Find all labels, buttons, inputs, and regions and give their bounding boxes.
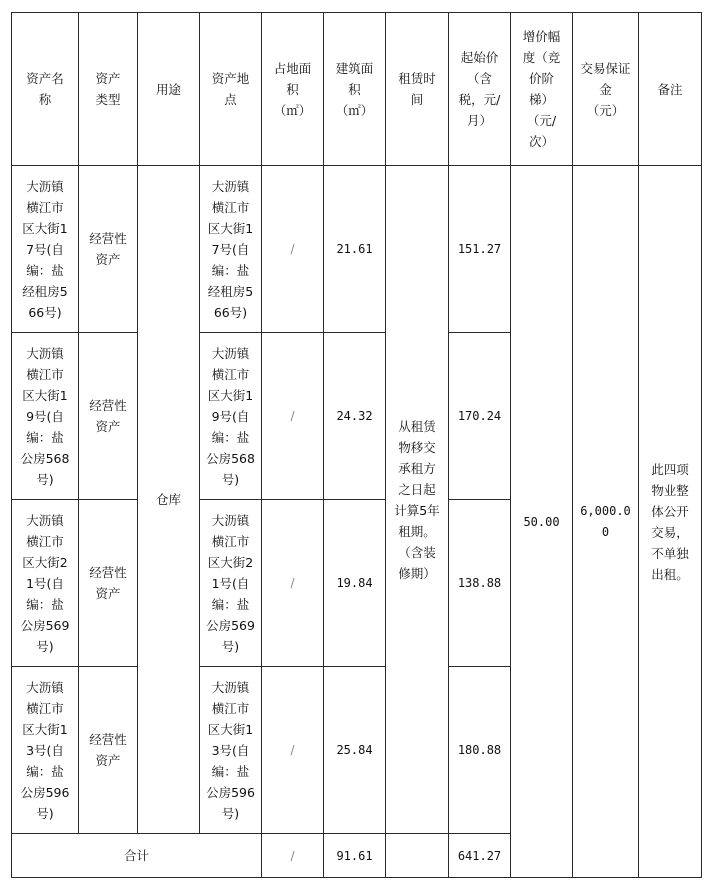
header-lease-term: 租赁时 间 bbox=[386, 13, 449, 166]
start-price-cell: 180.88 bbox=[449, 667, 511, 834]
header-row bbox=[12, 13, 702, 166]
total-building-area: 91.61 bbox=[324, 834, 386, 878]
header-location: 资产地 点 bbox=[200, 13, 262, 166]
land-area-cell: / bbox=[262, 166, 324, 333]
start-price-cell: 138.88 bbox=[449, 500, 511, 667]
header-remarks: 备注 bbox=[639, 13, 702, 166]
land-area-cell: / bbox=[262, 500, 324, 667]
remarks-cell: 此四项 物业整 体公开 交易， 不单独 出租。 bbox=[639, 166, 702, 878]
header-asset-name: 资产名 称 bbox=[12, 13, 79, 166]
start-price-cell: 151.27 bbox=[449, 166, 511, 333]
asset-type-cell: 经营性 资产 bbox=[79, 667, 138, 834]
location-cell: 大沥镇 横江市 区大街1 7号(自 编：盐 经租房5 66号) bbox=[200, 166, 262, 333]
building-area-cell: 19.84 bbox=[324, 500, 386, 667]
asset-type-cell: 经营性 资产 bbox=[79, 333, 138, 500]
header-increment: 增价幅 度（竞 价阶 梯） （元/ 次） bbox=[511, 13, 573, 166]
deposit-cell: 6,000.0 0 bbox=[573, 166, 639, 878]
building-area-cell: 21.61 bbox=[324, 166, 386, 333]
asset-name-cell: 大沥镇 横江市 区大街1 7号(自 编：盐 经租房5 66号) bbox=[12, 166, 79, 333]
location-cell: 大沥镇 横江市 区大街1 9号(自 编：盐 公房568 号) bbox=[200, 333, 262, 500]
total-land-area: / bbox=[262, 834, 324, 878]
header-building-area: 建筑面 积 （㎡） bbox=[324, 13, 386, 166]
building-area-cell: 24.32 bbox=[324, 333, 386, 500]
header-asset-type: 资产 类型 bbox=[79, 13, 138, 166]
location-cell: 大沥镇 横江市 区大街2 1号(自 编：盐 公房569 号) bbox=[200, 500, 262, 667]
total-start-price: 641.27 bbox=[449, 834, 511, 878]
land-area-cell: / bbox=[262, 333, 324, 500]
asset-lease-table bbox=[11, 12, 702, 878]
header-start-price: 起始价 （含 税，元/ 月） bbox=[449, 13, 511, 166]
usage-cell: 仓库 bbox=[138, 166, 200, 834]
increment-cell: 50.00 bbox=[511, 166, 573, 878]
asset-type-cell: 经营性 资产 bbox=[79, 500, 138, 667]
building-area-cell: 25.84 bbox=[324, 667, 386, 834]
header-land-area: 占地面 积 （㎡） bbox=[262, 13, 324, 166]
total-label: 合计 bbox=[12, 834, 262, 878]
lease-term-cell: 从租赁 物移交 承租方 之日起 计算5年 租期。 （含装 修期） bbox=[386, 166, 449, 834]
asset-type-cell: 经营性 资产 bbox=[79, 166, 138, 333]
location-cell: 大沥镇 横江市 区大街1 3号(自 编：盐 公房596 号) bbox=[200, 667, 262, 834]
table-row bbox=[12, 166, 702, 333]
asset-name-cell: 大沥镇 横江市 区大街1 3号(自 编：盐 公房596 号) bbox=[12, 667, 79, 834]
asset-name-cell: 大沥镇 横江市 区大街2 1号(自 编：盐 公房569 号) bbox=[12, 500, 79, 667]
total-lease-term-empty bbox=[386, 834, 449, 878]
header-deposit: 交易保证 金 （元） bbox=[573, 13, 639, 166]
start-price-cell: 170.24 bbox=[449, 333, 511, 500]
asset-name-cell: 大沥镇 横江市 区大街1 9号(自 编：盐 公房568 号) bbox=[12, 333, 79, 500]
land-area-cell: / bbox=[262, 667, 324, 834]
header-usage: 用途 bbox=[138, 13, 200, 166]
